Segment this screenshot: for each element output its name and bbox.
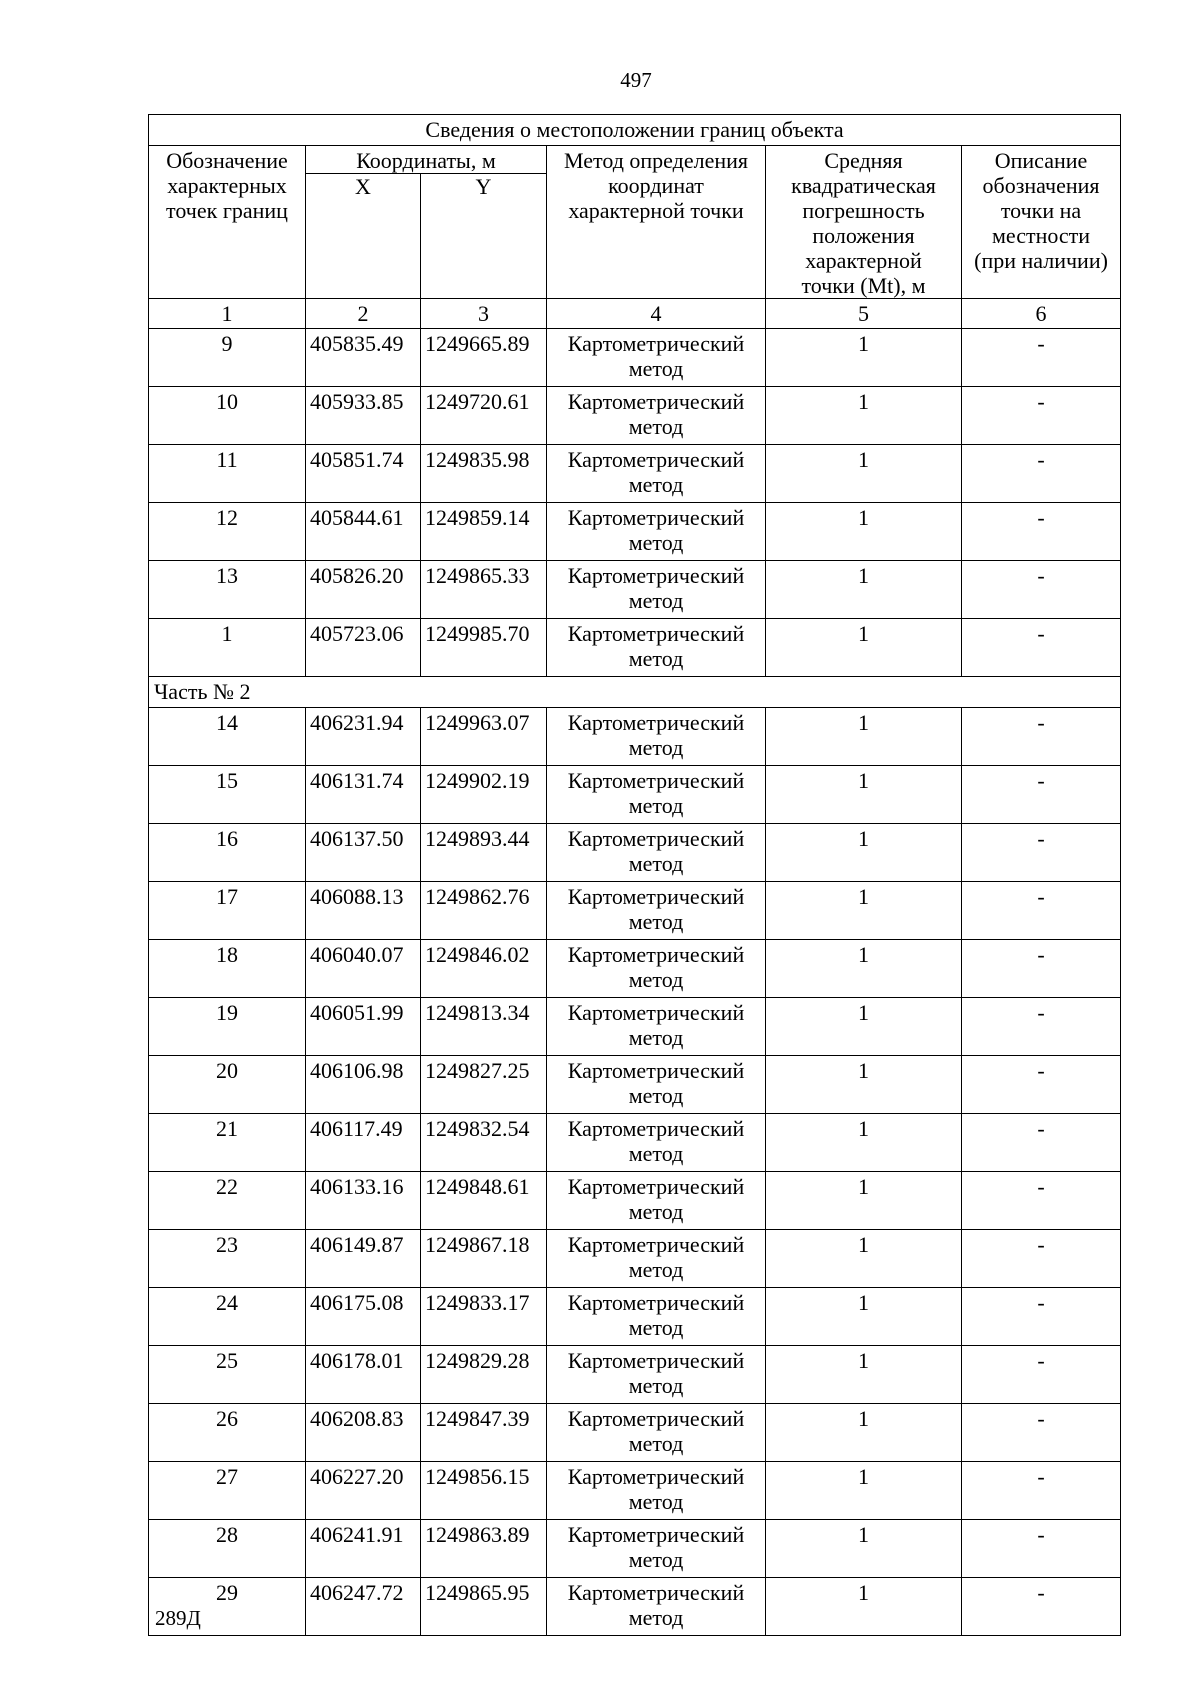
coordinate-y: 1249859.14	[421, 503, 547, 561]
table-row	[149, 1056, 1121, 1114]
point-description: -	[962, 329, 1121, 387]
coordinate-x: 405844.61	[306, 503, 421, 561]
coordinate-y: 1249848.61	[421, 1172, 547, 1230]
point-description: -	[962, 1462, 1121, 1520]
header-mean-error: Средняя квадратическая погрешность положения характерной точки (Mt), м	[766, 146, 962, 299]
mean-error: 1	[766, 329, 962, 387]
point-number: 28	[149, 1520, 306, 1578]
coordinate-x: 406178.01	[306, 1346, 421, 1404]
coordinate-x: 406117.49	[306, 1114, 421, 1172]
method: Картометрический метод	[547, 940, 766, 998]
part-label: Часть № 2	[149, 677, 1121, 708]
point-description: -	[962, 387, 1121, 445]
point-description: -	[962, 1404, 1121, 1462]
point-description: -	[962, 766, 1121, 824]
mean-error: 1	[766, 1056, 962, 1114]
coordinate-y: 1249833.17	[421, 1288, 547, 1346]
coordinate-y: 1249813.34	[421, 998, 547, 1056]
coordinate-x: 406131.74	[306, 766, 421, 824]
method: Картометрический метод	[547, 619, 766, 677]
coordinate-y: 1249902.19	[421, 766, 547, 824]
point-number: 25	[149, 1346, 306, 1404]
point-number: 12	[149, 503, 306, 561]
point-description: -	[962, 824, 1121, 882]
table-row	[149, 1578, 1121, 1636]
table-row	[149, 1462, 1121, 1520]
point-number: 16	[149, 824, 306, 882]
point-description: -	[962, 940, 1121, 998]
point-description: -	[962, 619, 1121, 677]
table-row	[149, 940, 1121, 998]
table-row	[149, 329, 1121, 387]
coordinate-x: 406106.98	[306, 1056, 421, 1114]
mean-error: 1	[766, 445, 962, 503]
method: Картометрический метод	[547, 1056, 766, 1114]
point-number: 14	[149, 708, 306, 766]
method: Картометрический метод	[547, 329, 766, 387]
point-number: 23	[149, 1230, 306, 1288]
mean-error: 1	[766, 561, 962, 619]
coordinate-y: 1249863.89	[421, 1520, 547, 1578]
point-description: -	[962, 1346, 1121, 1404]
coordinate-x: 406227.20	[306, 1462, 421, 1520]
table-row	[149, 824, 1121, 882]
document-code: 289Д	[155, 1606, 201, 1630]
coordinate-x: 406051.99	[306, 998, 421, 1056]
coordinate-x: 406149.87	[306, 1230, 421, 1288]
coordinate-y: 1249665.89	[421, 329, 547, 387]
method: Картометрический метод	[547, 1462, 766, 1520]
mean-error: 1	[766, 1404, 962, 1462]
point-description: -	[962, 708, 1121, 766]
mean-error: 1	[766, 1172, 962, 1230]
coordinate-y: 1249893.44	[421, 824, 547, 882]
point-number: 27	[149, 1462, 306, 1520]
coordinate-y: 1249862.76	[421, 882, 547, 940]
point-number: 17	[149, 882, 306, 940]
point-number: 19	[149, 998, 306, 1056]
coordinate-x: 405835.49	[306, 329, 421, 387]
method: Картометрический метод	[547, 1172, 766, 1230]
header-point-description: Описание обозначения точки на местности (при наличии)	[962, 146, 1121, 299]
method: Картометрический метод	[547, 1288, 766, 1346]
table-row	[149, 445, 1121, 503]
point-description: -	[962, 1288, 1121, 1346]
coordinate-x: 405933.85	[306, 387, 421, 445]
method: Картометрический метод	[547, 708, 766, 766]
header-coordinates: Координаты, м	[306, 146, 547, 174]
coordinate-x: 406133.16	[306, 1172, 421, 1230]
point-number: 1	[149, 619, 306, 677]
method: Картометрический метод	[547, 766, 766, 824]
coordinate-x: 406040.07	[306, 940, 421, 998]
method: Картометрический метод	[547, 998, 766, 1056]
coordinate-y: 1249865.33	[421, 561, 547, 619]
coordinate-x: 405826.20	[306, 561, 421, 619]
method: Картометрический метод	[547, 503, 766, 561]
mean-error: 1	[766, 1230, 962, 1288]
coordinate-y: 1249963.07	[421, 708, 547, 766]
mean-error: 1	[766, 1346, 962, 1404]
table-caption: Сведения о местоположении границ объекта	[149, 115, 1121, 146]
point-description: -	[962, 445, 1121, 503]
coordinate-x: 406247.72	[306, 1578, 421, 1636]
point-number: 24	[149, 1288, 306, 1346]
column-number: 1	[149, 299, 306, 329]
coordinate-x: 406088.13	[306, 882, 421, 940]
column-number: 6	[962, 299, 1121, 329]
coordinate-y: 1249865.95	[421, 1578, 547, 1636]
coordinate-y: 1249856.15	[421, 1462, 547, 1520]
coordinate-x: 406231.94	[306, 708, 421, 766]
mean-error: 1	[766, 1462, 962, 1520]
mean-error: 1	[766, 998, 962, 1056]
coordinate-x: 406137.50	[306, 824, 421, 882]
table-row	[149, 387, 1121, 445]
point-number: 26	[149, 1404, 306, 1462]
coordinate-y: 1249720.61	[421, 387, 547, 445]
mean-error: 1	[766, 503, 962, 561]
table-row	[149, 1230, 1121, 1288]
coordinate-x: 406241.91	[306, 1520, 421, 1578]
method: Картометрический метод	[547, 1114, 766, 1172]
method: Картометрический метод	[547, 1346, 766, 1404]
table-row	[149, 619, 1121, 677]
point-number: 13	[149, 561, 306, 619]
point-number: 9	[149, 329, 306, 387]
point-number: 29	[149, 1578, 306, 1636]
mean-error: 1	[766, 824, 962, 882]
point-description: -	[962, 1172, 1121, 1230]
table-row	[149, 882, 1121, 940]
mean-error: 1	[766, 387, 962, 445]
point-description: -	[962, 1230, 1121, 1288]
header-method: Метод определения координат характерной точки	[547, 146, 766, 299]
column-number: 5	[766, 299, 962, 329]
mean-error: 1	[766, 1520, 962, 1578]
table-row	[149, 503, 1121, 561]
header-y: Y	[421, 174, 547, 299]
point-number: 18	[149, 940, 306, 998]
point-description: -	[962, 1114, 1121, 1172]
mean-error: 1	[766, 619, 962, 677]
header-x: X	[306, 174, 421, 299]
method: Картометрический метод	[547, 1230, 766, 1288]
point-number: 22	[149, 1172, 306, 1230]
point-number: 11	[149, 445, 306, 503]
point-description: -	[962, 503, 1121, 561]
point-description: -	[962, 1520, 1121, 1578]
method: Картометрический метод	[547, 1578, 766, 1636]
mean-error: 1	[766, 1288, 962, 1346]
table-row	[149, 1114, 1121, 1172]
mean-error: 1	[766, 1578, 962, 1636]
coordinate-x: 406208.83	[306, 1404, 421, 1462]
coordinate-y: 1249832.54	[421, 1114, 547, 1172]
mean-error: 1	[766, 940, 962, 998]
point-description: -	[962, 1578, 1121, 1636]
method: Картометрический метод	[547, 1520, 766, 1578]
point-description: -	[962, 1056, 1121, 1114]
table-row	[149, 1172, 1121, 1230]
coordinate-y: 1249985.70	[421, 619, 547, 677]
coordinate-y: 1249867.18	[421, 1230, 547, 1288]
table-row	[149, 1520, 1121, 1578]
coordinate-y: 1249827.25	[421, 1056, 547, 1114]
method: Картометрический метод	[547, 882, 766, 940]
column-number: 3	[421, 299, 547, 329]
coordinate-y: 1249846.02	[421, 940, 547, 998]
table-row	[149, 1404, 1121, 1462]
table-row	[149, 1288, 1121, 1346]
column-number: 2	[306, 299, 421, 329]
mean-error: 1	[766, 1114, 962, 1172]
method: Картометрический метод	[547, 561, 766, 619]
point-number: 20	[149, 1056, 306, 1114]
column-number: 4	[547, 299, 766, 329]
method: Картометрический метод	[547, 1404, 766, 1462]
table-row	[149, 1346, 1121, 1404]
coordinate-x: 405851.74	[306, 445, 421, 503]
method: Картометрический метод	[547, 387, 766, 445]
coordinate-y: 1249829.28	[421, 1346, 547, 1404]
table-row	[149, 998, 1121, 1056]
page-number: 497	[620, 68, 652, 92]
method: Картометрический метод	[547, 824, 766, 882]
header-point-designation: Обозначение характерных точек границ	[149, 146, 306, 299]
mean-error: 1	[766, 882, 962, 940]
point-description: -	[962, 561, 1121, 619]
mean-error: 1	[766, 708, 962, 766]
coordinate-y: 1249835.98	[421, 445, 547, 503]
point-number: 21	[149, 1114, 306, 1172]
mean-error: 1	[766, 766, 962, 824]
point-description: -	[962, 998, 1121, 1056]
coordinate-x: 406175.08	[306, 1288, 421, 1346]
point-number: 10	[149, 387, 306, 445]
table-row	[149, 561, 1121, 619]
point-number: 15	[149, 766, 306, 824]
coordinate-y: 1249847.39	[421, 1404, 547, 1462]
method: Картометрический метод	[547, 445, 766, 503]
table-row	[149, 708, 1121, 766]
boundary-coordinates-table	[148, 114, 1121, 1636]
table-row	[149, 766, 1121, 824]
coordinate-x: 405723.06	[306, 619, 421, 677]
point-description: -	[962, 882, 1121, 940]
